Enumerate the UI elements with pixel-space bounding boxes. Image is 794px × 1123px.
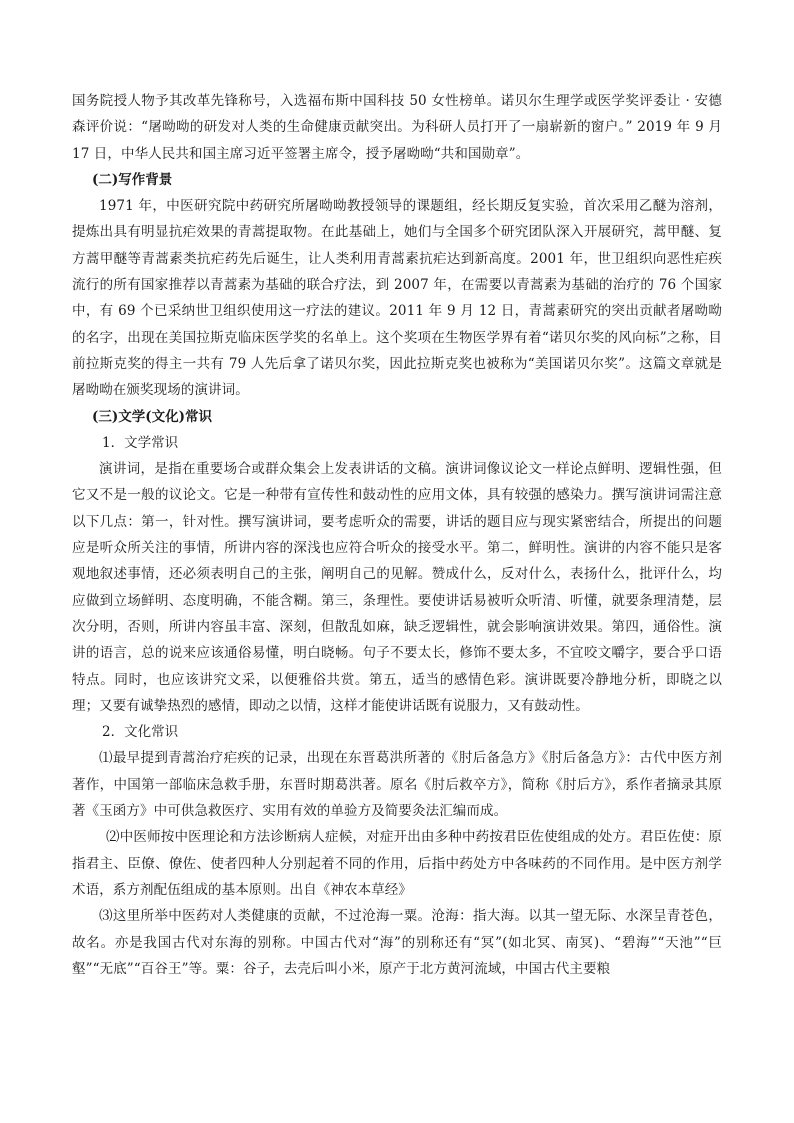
paragraph-culture-item-1: ⑴最早提到青蒿治疗疟疾的记录，出现在东晋葛洪所著的《肘后备急方》《肘后备急方》：古代中医方剂著作，中国第一部临床急救手册，东晋时期葛洪著。原名《肘后救卒方》，简称《肘后方》，系作者摘录其原著《玉函方》中可供急救医疗、实用有效的单验方及简要灸法汇编而成。 bbox=[72, 750, 722, 820]
section-heading-literary-knowledge: (三)文学(文化)常识 bbox=[92, 408, 213, 425]
section-heading-writing-background: (二)写作背景 bbox=[92, 171, 173, 188]
paragraph-honors: 国务院授人物予其改革先锋称号，入选福布斯中国科技 50 女性榜单。诺贝尔生理学或医学奖评委让 · 安德森评价说：“屠呦呦的研发对人类的生命健康贡献突出。为科研人员打开了一扇崭新的窗户。” 2019 年 9 月 17 日，中华人民共和国主席习近平签署主席令，授予屠呦呦“共和国勋章”。 bbox=[72, 93, 722, 162]
subheading-literary-knowledge: 1．文学常识 bbox=[102, 434, 179, 451]
paragraph-culture-item-2: ⑵中医师按中医理论和方法诊断病人症候，对症开出由多种中药按君臣佐使组成的处方。君臣佐使：原指君主、臣僚、僚佐、使者四种人分别起着不同的作用，后指中药处方中各味药的不同作用。是中医方剂学术语，系方剂配伍组成的基本原则。出自《神农本草经》 bbox=[72, 829, 722, 898]
paragraph-speech-definition: 演讲词，是指在重要场合或群众集会上发表讲话的文稿。演讲词像议论文一样论点鲜明、逻辑性强，但它又不是一般的议论文。它是一种带有宣传性和鼓动性的应用文体，具有较强的感染力。撰写演讲词需注意以下几点：第一，针对性。撰写演讲词，要考虑听众的需要，讲话的题目应与现实紧密结合，所提出的问题应是听众所关注的事情，所讲内容的深浅也应符合听众的接受水平。第二，鲜明性。演讲的内容不能只是客观地叙述事情，还必须表明自己的主张，阐明自己的见解。赞成什么，反对什么，表扬什么，批评什么，均应做到立场鲜明、态度明确，不能含糊。第三，条理性。要使讲话易被听众听清、听懂，就要条理清楚，层次分明，否则，所讲内容虽丰富、深刻，但散乱如麻，缺乏逻辑性，就会影响演讲效果。第四，通俗性。演讲的语言，总的说来应该通俗易懂，明白晓畅。句子不要太长，修饰不要太多，不宜咬文嚼字，要合乎口语特点。同时，也应该讲究文采，以便雅俗共赏。第五，适当的感情色彩。演讲既要冷静地分析，即晓之以理；又要有诚挚热烈的感情，即动之以情，这样才能使讲话既有说服力，又有鼓动性。 bbox=[72, 461, 722, 714]
paragraph-culture-item-3: ⑶这里所举中医药对人类健康的贡献，不过沧海一粟。沧海：指大海。以其一望无际、水深呈青苍色，故名。亦是我国古代对东海的别称。中国古代对“海”的别称还有“冥”(如北冥、南冥)、“碧海”“天池”“巨壑”“无底”“百谷王”等。粟：谷子，去壳后叫小米，原产于北方黄河流域，中国古代主要粮 bbox=[72, 908, 722, 977]
document-body bbox=[72, 88, 722, 982]
subheading-cultural-knowledge: 2．文化常识 bbox=[102, 724, 179, 741]
paragraph-writing-background: 1971 年，中医研究院中药研究所屠呦呦教授领导的课题组，经长期反复实验，首次采用乙醚为溶剂，提炼出具有明显抗疟效果的青蒿提取物。在此基础上，她们与全国多个研究团队深入开展研究，蒿甲醚、复方蒿甲醚等青蒿素类抗疟药先后诞生，让人类利用青蒿素抗疟达到新高度。2001 年，世卫组织向恶性疟疾流行的所有国家推荐以青蒿素为基础的联合疗法，到 2007 年，在需要以青蒿素为基础的治疗的 76 个国家中，有 69 个已采纳世卫组织使用这一疗法的建议。2011 年 9 月 12 日，青蒿素研究的突出贡献者屠呦呦的名字，出现在美国拉斯克临床医学奖的名单上。这个奖项在生物医学界有着“诺贝尔奖的风向标”之称，目前拉斯克奖的得主一共有 79 人先后拿了诺贝尔奖，因此拉斯克奖也被称为“美国诺贝尔奖”。这篇文章就是屠呦呦在颁奖现场的演讲词。 bbox=[72, 198, 722, 399]
